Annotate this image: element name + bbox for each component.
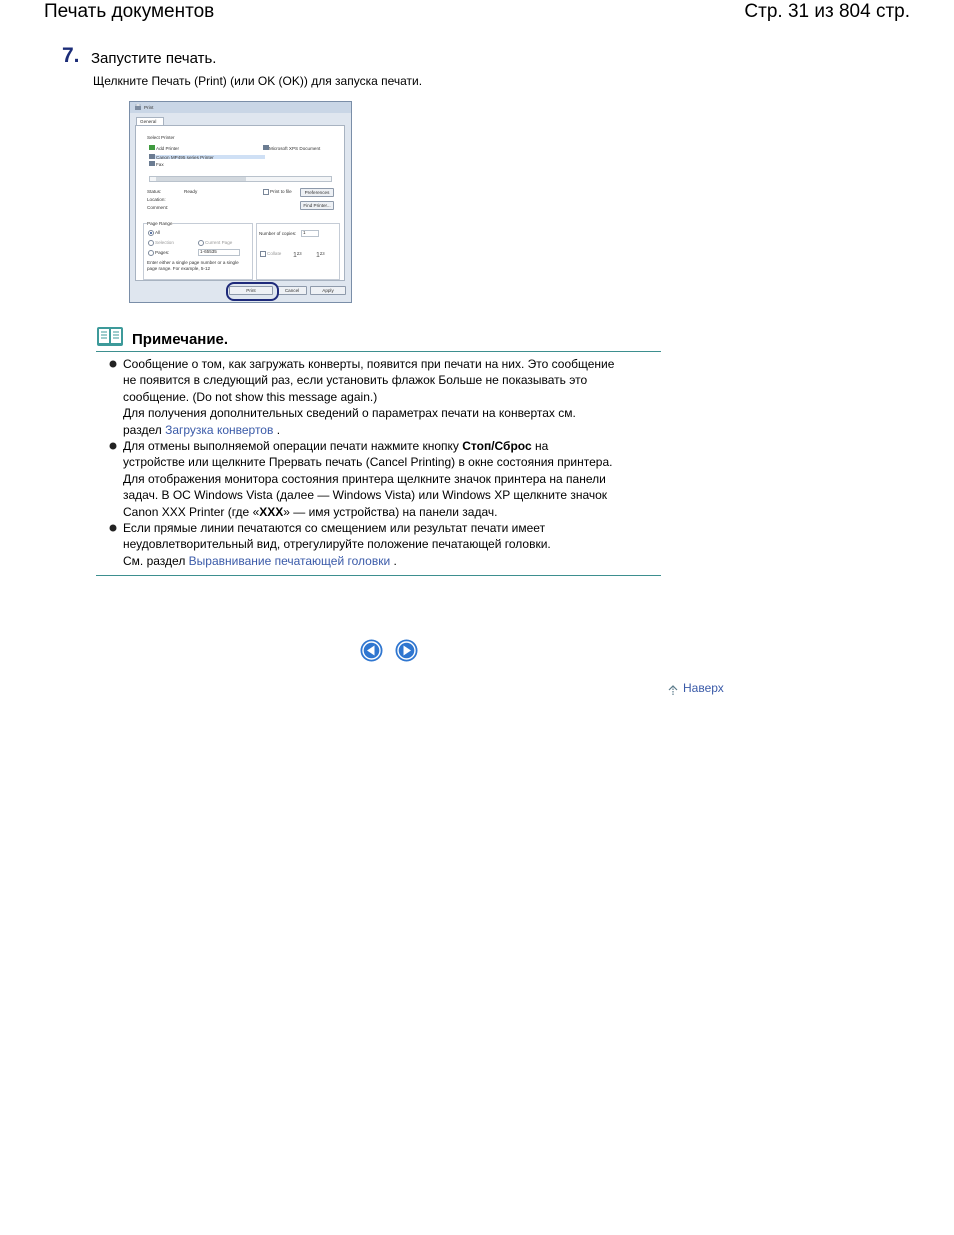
book-icon bbox=[96, 326, 124, 348]
step-description: Щелкните Печать (Print) (или OK (OK)) для запуска печати. bbox=[93, 74, 423, 88]
collate-label: Collate bbox=[267, 251, 282, 256]
selection-label: Selection bbox=[155, 240, 174, 245]
link-loading-envelopes[interactable]: Загрузка конвертов bbox=[165, 422, 274, 437]
tab-general-label: General bbox=[140, 119, 157, 124]
selection-radio[interactable] bbox=[148, 240, 154, 246]
print-button[interactable]: Print bbox=[229, 286, 273, 295]
note-line bbox=[123, 422, 661, 438]
back-to-top-label: Наверх bbox=[683, 681, 724, 695]
note-text: Для отмены выполняемой операции печати нажмите кнопку bbox=[123, 439, 463, 454]
select-printer-label: Select Printer bbox=[147, 135, 175, 140]
note-divider-bottom bbox=[96, 575, 661, 576]
dialog-title: Print bbox=[144, 105, 154, 110]
printer-fax[interactable]: Fax bbox=[156, 162, 164, 167]
note-divider-top bbox=[96, 351, 661, 352]
find-printer-button[interactable]: Find Printer... bbox=[300, 201, 334, 210]
note-text: . bbox=[390, 553, 397, 568]
note-text: на bbox=[531, 439, 549, 454]
all-pages-label: All bbox=[155, 230, 161, 235]
xxx-label: XXX bbox=[259, 504, 284, 519]
note-line: сообщение. (Do not show this message again.) bbox=[123, 389, 378, 404]
collate-pages-icon: 1²³ bbox=[293, 252, 302, 259]
note-text: раздел bbox=[123, 422, 166, 437]
note-text: См. раздел bbox=[123, 553, 189, 568]
fax-icon bbox=[149, 161, 155, 166]
note-title: Примечание. bbox=[132, 331, 229, 348]
arrow-left-circle-icon[interactable] bbox=[360, 639, 383, 662]
print-dialog-screenshot bbox=[129, 101, 352, 303]
page-range-label: Page Range bbox=[147, 221, 173, 226]
note-line bbox=[123, 553, 661, 569]
note-item-alignment bbox=[96, 520, 661, 569]
stop-reset-label: Стоп/Сброс bbox=[462, 439, 532, 454]
current-page-label: Current Page bbox=[205, 240, 233, 245]
printer-xps[interactable]: Microsoft XPS Document bbox=[269, 146, 321, 151]
dialog-titlebar bbox=[130, 102, 351, 113]
collate-checkbox[interactable] bbox=[260, 251, 266, 257]
document-title: Печать документов bbox=[44, 1, 215, 22]
note-line: Если прямые линии печатаются со смещением или результат печати имеет bbox=[123, 521, 546, 536]
current-page-radio[interactable] bbox=[198, 240, 204, 246]
pages-label: Pages: bbox=[155, 250, 170, 255]
status-value: Ready bbox=[184, 189, 198, 194]
pages-hint-line-2: page range. For example, 5-12 bbox=[147, 266, 211, 271]
copies-input-value: 1 bbox=[303, 230, 306, 235]
note-list bbox=[96, 356, 661, 569]
print-button-highlight bbox=[226, 282, 279, 301]
note-line bbox=[123, 504, 661, 520]
comment-label: Comment: bbox=[147, 205, 169, 210]
printer-canon[interactable]: Canon MP495 series Printer bbox=[156, 155, 214, 160]
link-print-head-alignment[interactable]: Выравнивание печатающей головки bbox=[188, 553, 391, 568]
xps-printer-icon bbox=[263, 145, 269, 150]
printer-list-scrollbar[interactable] bbox=[149, 176, 332, 182]
add-printer-icon bbox=[149, 145, 155, 150]
note-text: » — имя устройства) на панели задач. bbox=[283, 504, 498, 519]
dialog-body bbox=[135, 125, 345, 281]
printer-add[interactable]: Add Printer bbox=[156, 146, 179, 151]
bullet-icon bbox=[109, 524, 117, 532]
page-counter: Стр. 31 из 804 стр. bbox=[744, 1, 910, 22]
preferences-button[interactable]: Preferences bbox=[300, 188, 334, 197]
note-item-envelopes bbox=[96, 356, 661, 438]
apply-button[interactable]: Apply bbox=[310, 286, 346, 295]
arrow-right-circle-icon[interactable] bbox=[395, 639, 418, 662]
note-line bbox=[123, 438, 661, 454]
canon-printer-icon bbox=[149, 154, 155, 159]
status-label: Status: bbox=[147, 189, 162, 194]
note-line: не появится в следующий раз, если установить флажок Больше не показывать это bbox=[123, 373, 588, 388]
pages-hint-line-1: Enter either a single page number or a single bbox=[147, 260, 239, 265]
bullet-icon bbox=[109, 442, 117, 450]
printer-icon bbox=[134, 104, 142, 111]
note-text: . bbox=[273, 422, 281, 437]
note-line: устройстве или щелкните Прервать печать (Cancel Printing) в окне состояния принтера. bbox=[123, 455, 613, 470]
note-line: Для отображения монитора состояния принтера щелкните значок принтера на панели bbox=[123, 471, 606, 486]
note-item-cancel bbox=[96, 438, 661, 520]
collate-pages-icon-2: 1²³ bbox=[316, 252, 325, 259]
page-header bbox=[44, 0, 910, 28]
cancel-button[interactable]: Cancel bbox=[277, 286, 307, 295]
note-line: неудовлетворительный вид, отрегулируйте положение печатающей головки. bbox=[123, 537, 551, 552]
bullet-icon bbox=[109, 360, 117, 368]
note-line: Для получения дополнительных сведений о параметрах печати на конвертах см. bbox=[123, 406, 576, 421]
page-navigation bbox=[360, 639, 420, 663]
note-line: Сообщение о том, как загружать конверты, появится при печати на них. Это сообщение bbox=[123, 357, 615, 371]
all-pages-radio[interactable] bbox=[148, 230, 154, 236]
note-line: задач. В ОС Windows Vista (далее — Windows Vista) или Windows XP щелкните значок bbox=[123, 488, 608, 503]
pages-input-value: 1-65535 bbox=[200, 249, 217, 254]
pages-radio[interactable] bbox=[148, 250, 154, 256]
arrow-up-icon bbox=[667, 684, 679, 696]
step-number: 7. bbox=[62, 44, 80, 67]
print-to-file-label: Print to file bbox=[270, 189, 292, 194]
copies-label: Number of copies: bbox=[259, 231, 297, 236]
note-text: Canon XXX Printer (где « bbox=[123, 504, 260, 519]
location-label: Location: bbox=[147, 197, 166, 202]
step-title: Запустите печать. bbox=[91, 50, 217, 67]
print-to-file-checkbox[interactable] bbox=[263, 189, 269, 195]
